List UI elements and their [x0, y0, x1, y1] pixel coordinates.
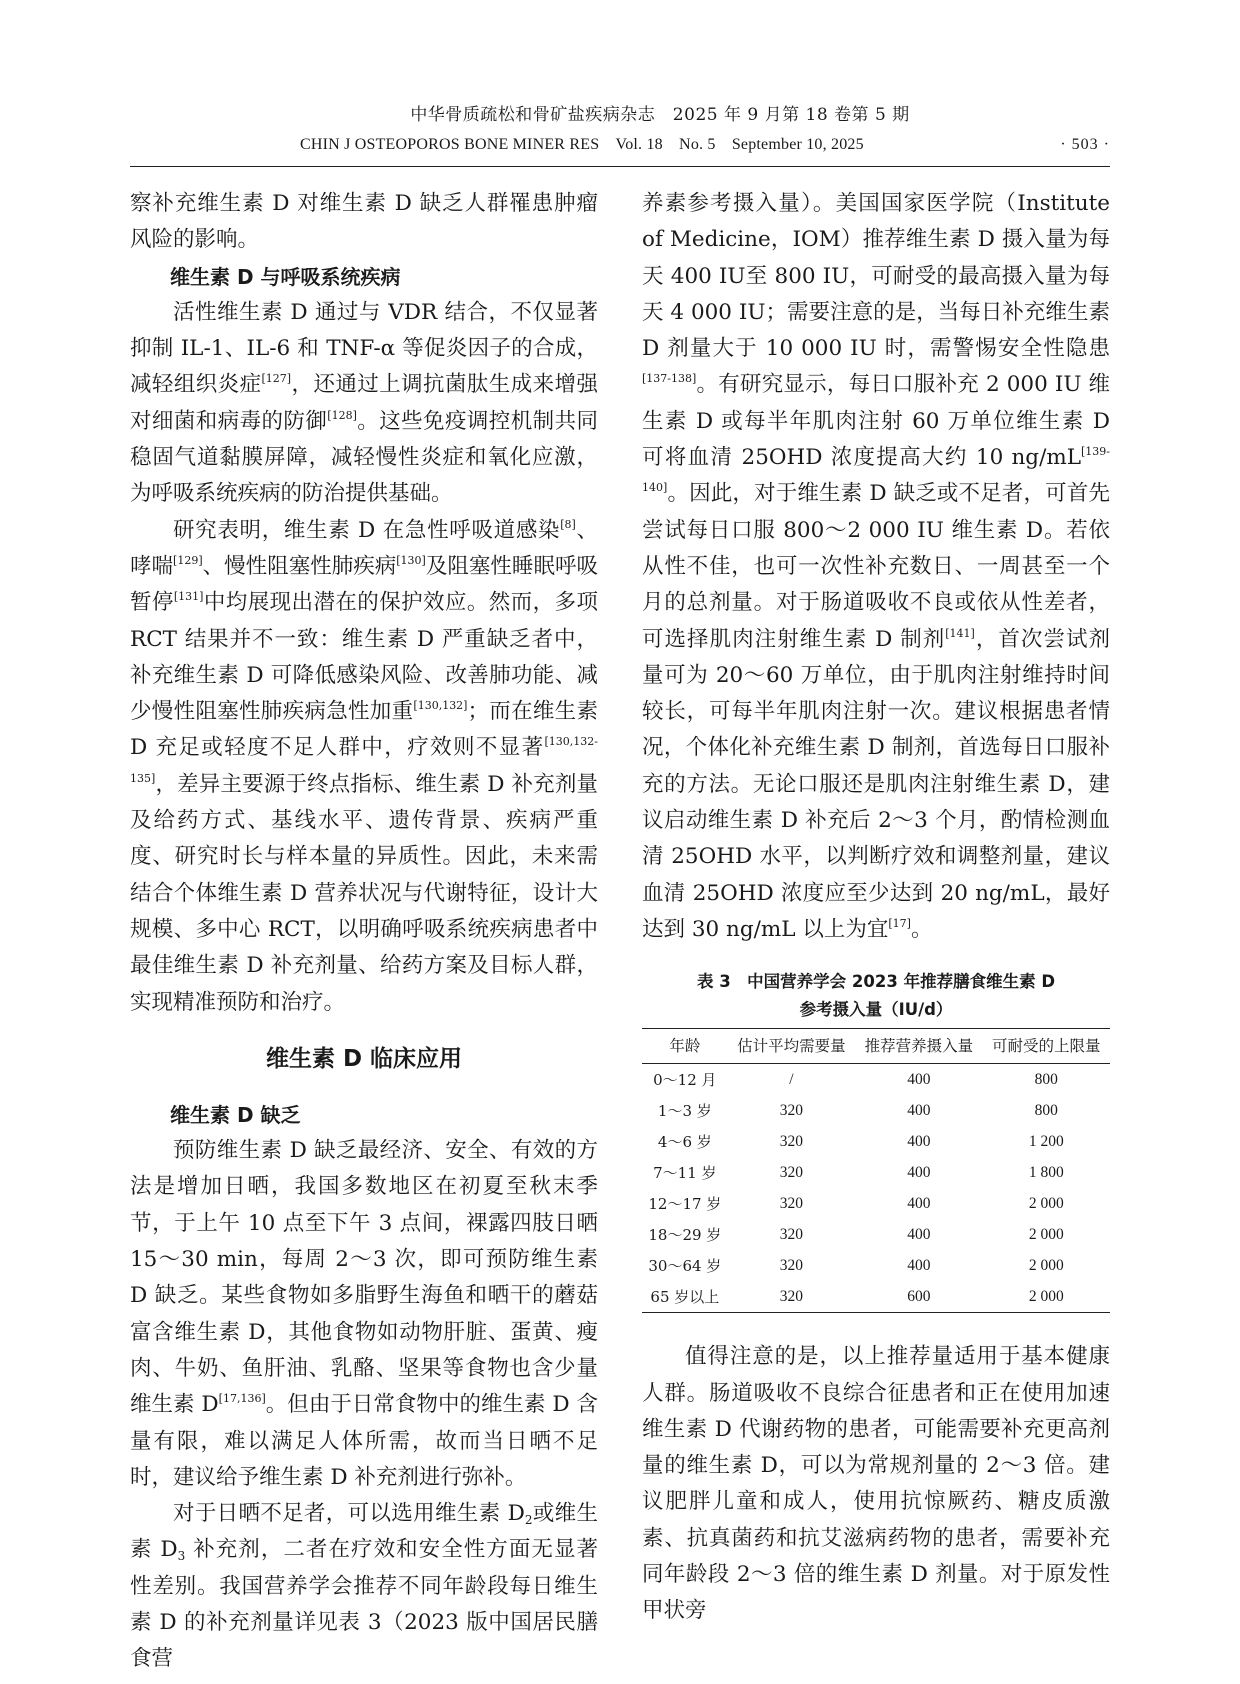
table-cell: / — [789, 1070, 794, 1088]
paragraph-dosage: 养素参考摄入量）。美国国家医学院（Institute of Medicine，IOM）推荐维生素 D 摄入量为每天 400 IU至 800 IU，可耐受的最高摄入量为每天 4 000 IU；需要注意的是，当每日补充维生素 D 剂量大于 10 000 IU 时，需警惕安全性隐患[137-138]。有研究显示，每日口服补充 2 000 IU 维生素 D 或每半年肌肉注射 60 万单位维生素 D 可将血清 25OHD 浓度提高大约 10 ng/mL[139-140]。因此，对于维生素 D 缺乏或不足者，可首先尝试每日口服 800～2 000 IU 维生素 D。若依从性不佳，也可一次性补充数日、一周甚至一个月的总剂量。对于肠道吸收不良或依从性差者，可选择肌肉注射维生素 D 制剂[141]，首次尝试剂量可为 20～60 万单位，由于肌肉注射维持时间较长，可每半年肌肉注射一次。建议根据患者情况，个体化补充维生素 D 制剂，首选每日口服补充的方法。无论口服还是肌肉注射维生素 D，建议启动维生素 D 补充后 2～3 个月，酌情检测血清 25OHD 水平，以判断疗效和调整剂量，建议血清 25OHD 浓度应至少达到 20 ng/mL，最好达到 30 ng/mL 以上为宜[17]。 — [642, 191, 1110, 942]
table-row — [642, 1157, 1110, 1188]
paragraph-special-populations: 值得注意的是，以上推荐量适用于基本健康人群。肠道吸收不良综合征患者和正在使用加速维生素 D 代谢药物的患者，可能需要补充更高剂量的维生素 D，可以为常规剂量的 2～3 倍。建议肥胖儿童和成人，使用抗惊厥药、糖皮质激素、抗真菌药和抗艾滋病药物的患者，需要补充同年龄段 2～3 倍的维生素 D 剂量。对于原发性甲状旁 — [642, 1344, 1110, 1624]
table-cell: 320 — [779, 1163, 804, 1181]
paragraph-supplements: 对于日晒不足者，可以选用维生素 $D_2$或维生素 $D_3$ 补充剂，二者在疗效和安全性方面无显著性差别。我国营养学会推荐不同年龄段每日维生素 D 的补充剂量详见表 3（2023 版中国居民膳食营 — [130, 1501, 598, 1672]
left-column — [130, 186, 598, 1678]
section-heading-clinical-application: 维生素 D 临床应用 — [265, 1045, 463, 1072]
table-caption: 表 3 中国营养学会 2023 年推荐膳食维生素 D 参考摄入量（IU/d） — [696, 972, 1056, 1020]
paragraph-prevention: 预防维生素 D 缺乏最经济、安全、有效的方法是增加日晒，我国多数地区在初夏至秋末季节，于上午 10 点至下午 3 点间，裸露四肢日晒 15～30 min，每周 2～3 次，即可预防维生素 D 缺乏。某些食物如多脂野生海鱼和晒干的蘑菇富含维生素 D，其他食物如动物肝脏、蛋黄、瘦肉、牛奶、鱼肝油、乳酪、坚果等食物也含少量维生素 D[17,136]。但由于日常食物中的维生素 D 含量有限，难以满足人体所需，故而当日晒不足时，建议给予维生素 D 补充剂进行弥补。 — [130, 1138, 598, 1490]
vitamin-d-intake-table — [642, 1028, 1110, 1313]
table-header-cell: 可耐受的上限量 — [992, 1037, 1101, 1056]
table-cell: 400 — [907, 1256, 931, 1274]
table-cell: 2 000 — [1028, 1194, 1064, 1212]
header-journal-en — [130, 131, 1110, 154]
citation[interactable]: [130,132-135] — [130, 735, 598, 785]
citation[interactable]: [130] — [396, 553, 426, 567]
table-cell: 320 — [779, 1256, 804, 1274]
table-cell: 320 — [779, 1194, 804, 1212]
paragraph-continuation: 察补充维生素 D 对维生素 D 缺乏人群罹患肿瘤风险的影响。 — [130, 191, 598, 253]
header-journal-en-title: CHIN J OSTEOPOROS BONE MINER RES Vol. 18 No. 5 September 10, 2025 — [300, 136, 864, 153]
citation[interactable]: [127] — [261, 372, 292, 386]
table-cell: 400 — [907, 1070, 931, 1088]
table-cell: 600 — [907, 1287, 931, 1305]
table-cell: 7～11 岁 — [653, 1163, 717, 1182]
right-column — [642, 186, 1110, 1630]
table-cell: 1 800 — [1028, 1163, 1064, 1181]
table-cell: 65 岁以上 — [650, 1287, 720, 1306]
table-row — [642, 1219, 1110, 1250]
subscript: 2 — [524, 1513, 533, 1528]
table-header-row — [642, 1029, 1110, 1064]
table-cell: 400 — [907, 1225, 931, 1243]
table-cell: 320 — [779, 1132, 804, 1150]
table-header-cell: 估计平均需要量 — [737, 1037, 846, 1056]
table-cell: 18～29 岁 — [648, 1225, 722, 1244]
subscript: 3 — [177, 1549, 186, 1564]
table-cell: 320 — [779, 1101, 804, 1119]
table-3 — [642, 968, 1110, 1313]
paragraph-vdr-immunity: 活性维生素 D 通过与 VDR 结合，不仅显著抑制 IL-1、IL-6 和 TNF-α 等促炎因子的合成，减轻组织炎症[127]，还通过上调抗菌肽生成来增强对细菌和病毒的防御[128]。这些免疫调控机制共同稳固气道黏膜屏障，减轻慢性炎症和氧化应激，为呼吸系统疾病的防治提供基础。 — [130, 299, 598, 507]
paragraph-respiratory-evidence: 研究表明，维生素 D 在急性呼吸道感染[8]、哮喘[129]、慢性阻塞性肺疾病[130]及阻塞性睡眠呼吸暂停[131]中均展现出潜在的保护效应。然而，多项 RCT 结果并不一致：维生素 D 严重缺乏者中，补充维生素 D 可降低感染风险、改善肺功能、减少慢性阻塞性肺疾病急性加重[130,132]；而在维生素 D 充足或轻度不足人群中，疗效则不显著[130,132-135]，差异主要源于终点指标、维生素 D 补充剂量及给药方式、基线水平、遗传背景、疾病严重度、研究时长与样本量的异质性。因此，未来需结合个体维生素 D 营养状况与代谢特征，设计大规模、多中心 RCT，以明确呼吸系统疾病患者中最佳维生素 D 补充剂量、给药方案及目标人群，实现精准预防和治疗。 — [130, 517, 598, 1015]
table-cell: 400 — [907, 1163, 931, 1181]
page-number: · 503 · — [1060, 136, 1110, 153]
table-row — [642, 1188, 1110, 1219]
table-row — [642, 1250, 1110, 1281]
running-header — [130, 100, 1110, 154]
table-cell: 320 — [779, 1287, 804, 1305]
table-cell: 12～17 岁 — [648, 1194, 722, 1213]
citation[interactable]: [131] — [173, 590, 204, 604]
table-cell: 0～12 月 — [653, 1070, 717, 1089]
subsection-heading-respiratory: 维生素 D 与呼吸系统疾病 — [170, 264, 401, 289]
citation[interactable]: [8] — [560, 517, 576, 531]
citation[interactable]: [139-140] — [642, 445, 1110, 495]
table-header-cell: 年龄 — [669, 1037, 701, 1056]
citation[interactable]: [17] — [888, 916, 911, 930]
table-cell: 800 — [1034, 1101, 1058, 1119]
citation[interactable]: [137-138] — [642, 372, 697, 386]
table-cell: 800 — [1034, 1070, 1058, 1088]
table-cell: 320 — [779, 1225, 804, 1243]
citation[interactable]: [129] — [173, 553, 203, 567]
subsection-heading-deficiency: 维生素 D 缺乏 — [170, 1102, 301, 1127]
table-cell: 1～3 岁 — [657, 1101, 712, 1120]
table-cell: 4～6 岁 — [657, 1132, 712, 1151]
citation[interactable]: [130,132] — [413, 699, 468, 713]
table-cell: 2 000 — [1028, 1225, 1064, 1243]
citation[interactable]: [17,136] — [218, 1392, 266, 1406]
table-row — [642, 1064, 1110, 1096]
citation[interactable]: [141] — [945, 626, 975, 640]
table-row — [642, 1281, 1110, 1313]
header-journal-cn: 中华骨质疏松和骨矿盐疾病杂志 2025 年 9 月第 18 卷第 5 期 — [410, 105, 910, 125]
table-row — [642, 1095, 1110, 1126]
table-cell: 400 — [907, 1132, 931, 1150]
table-cell: 2 000 — [1028, 1256, 1064, 1274]
header-rule — [130, 166, 1110, 167]
table-cell: 1 200 — [1028, 1132, 1064, 1150]
table-cell: 400 — [907, 1194, 931, 1212]
table-header-cell: 推荐营养摄入量 — [864, 1037, 974, 1056]
table-cell: 400 — [907, 1101, 931, 1119]
table-row — [642, 1126, 1110, 1157]
table-cell: 2 000 — [1028, 1287, 1064, 1305]
table-cell: 30～64 岁 — [648, 1256, 722, 1275]
citation[interactable]: [128] — [327, 408, 357, 422]
